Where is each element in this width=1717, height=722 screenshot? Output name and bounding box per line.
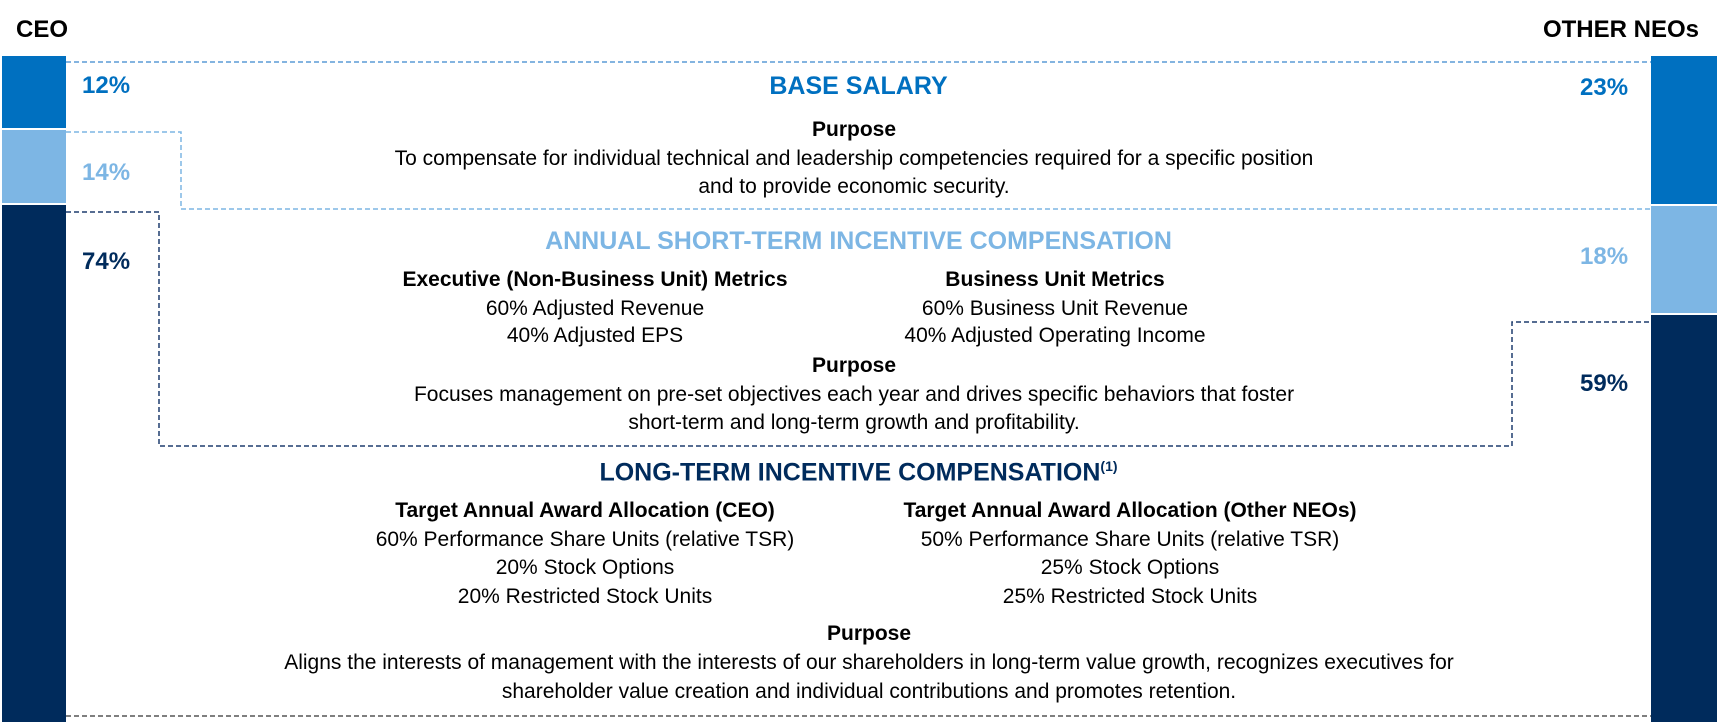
annual-bu-item-1: 60% Business Unit Revenue [921,297,1189,320]
other-annual-pct: 18% [1580,243,1629,270]
annual-exec-item-2: 40% Adjusted EPS [506,324,684,347]
base-salary-purpose-line-2: and to provide economic security. [698,175,1010,198]
long-term-purpose-line-2: shareholder value creation and individual contributions and promotes retention. [501,680,1237,703]
long-term-other-item-1: 50% Performance Share Units (relative TSR) [920,528,1340,551]
ceo-base-salary-pct: 12% [82,72,131,99]
base-salary-purpose-line-1: To compensate for individual technical and leadership competencies required for a specific position [394,147,1314,170]
long-term-other-item-2: 25% Stock Options [1040,556,1220,579]
long-term-ceo-item-3: 20% Restricted Stock Units [457,585,713,608]
base-salary-purpose-label: Purpose [811,118,897,141]
ceo-long-term-pct: 74% [82,248,131,275]
long-term-title [0,458,1717,487]
ceo-annual-pct: 14% [82,159,131,186]
long-term-other-item-3: 25% Restricted Stock Units [1002,585,1258,608]
annual-bu-item-2: 40% Adjusted Operating Income [904,324,1206,347]
long-term-title-text: LONG-TERM INCENTIVE COMPENSATION [599,458,1101,487]
long-term-footnote: (1) [1100,458,1118,474]
annual-purpose-line-1: Focuses management on pre-set objectives each year and drives specific behaviors that foster [413,383,1295,406]
other-long-term-pct: 59% [1580,370,1629,397]
long-term-purpose-label: Purpose [826,622,912,645]
base-salary-title: BASE SALARY [769,72,948,100]
annual-exec-heading: Executive (Non-Business Unit) Metrics [402,268,788,291]
annual-purpose-label: Purpose [811,354,897,377]
long-term-other-heading: Target Annual Award Allocation (Other NEOs) [903,499,1357,522]
long-term-ceo-item-1: 60% Performance Share Units (relative TSR) [375,528,795,551]
long-term-ceo-heading: Target Annual Award Allocation (CEO) [395,499,775,522]
annual-title: ANNUAL SHORT-TERM INCENTIVE COMPENSATION [545,227,1172,255]
other-base-salary-pct: 23% [1580,74,1629,101]
other-neos-header: OTHER NEOs [1542,16,1699,43]
long-term-purpose-line-1: Aligns the interests of management with the interests of our shareholders in long-term value growth, recognizes executives for [284,651,1454,674]
annual-purpose-line-2: short-term and long-term growth and profitability. [628,411,1080,434]
ceo-header: CEO [16,16,69,43]
annual-bu-heading: Business Unit Metrics [945,268,1165,291]
annual-exec-item-1: 60% Adjusted Revenue [485,297,705,320]
long-term-ceo-item-2: 20% Stock Options [495,556,675,579]
